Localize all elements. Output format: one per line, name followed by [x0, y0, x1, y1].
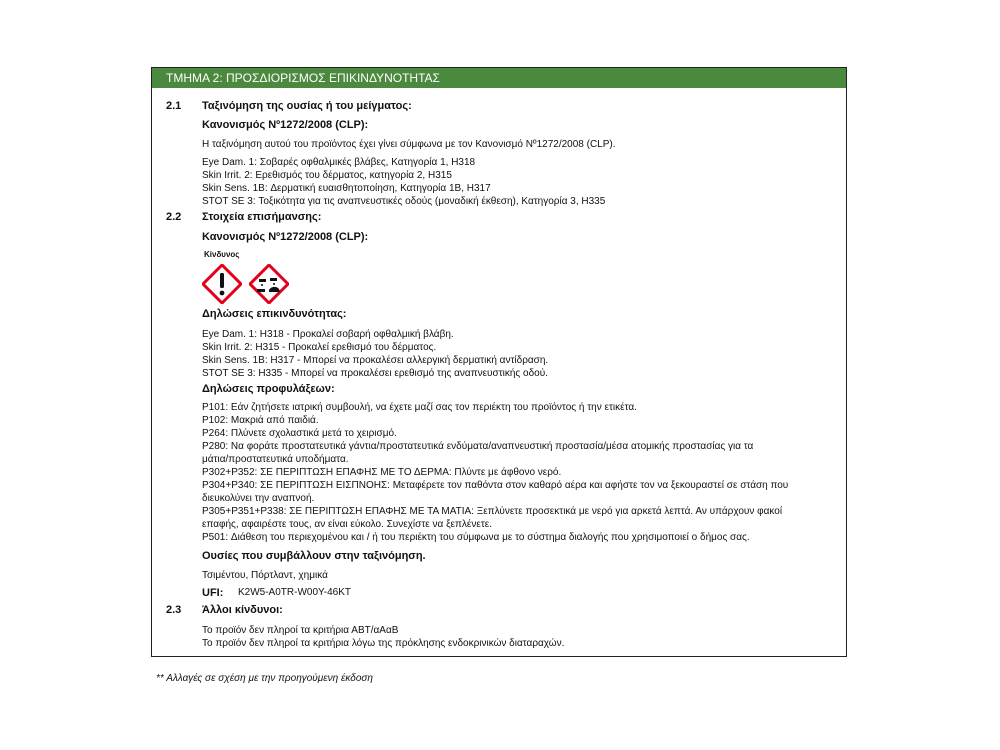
precaution-line: P302+P352: ΣΕ ΠΕΡΙΠΤΩΣΗ ΕΠΑΦΗΣ ΜΕ ΤΟ ΔΕΡΜΑ: Πλύντε με άφθονο νερό. [202, 467, 562, 478]
precaution-line: P101: Εάν ζητήσετε ιατρική συμβουλή, να έχετε μαζί σας τον περιέκτη του προϊόντος ή την ετικέτα. [202, 402, 637, 413]
precautionary-statements-heading: Δηλώσεις προφυλάξεων: [202, 383, 335, 395]
precaution-line: P501: Διάθεση του περιεχομένου και / ή του περιέκτη του σύμφωνα με το σύστημα διαλογής που χρησιμοποιεί ο δήμος σας. [202, 532, 750, 543]
precaution-line: P102: Μακριά από παιδιά. [202, 415, 319, 426]
section-2-3-number: 2.3 [166, 604, 182, 616]
section-2-1-heading: Ταξινόμηση της ουσίας ή του μείγματος: [202, 100, 412, 112]
precaution-line: διευκολύνει την αναπνοή. [202, 493, 315, 504]
precaution-line: μάτια/προστατευτικά υποδήματα. [202, 454, 349, 465]
ufi-value: K2W5-A0TR-W00Y-46KT [238, 587, 351, 598]
substances-heading: Ουσίες που συμβάλλουν στην ταξινόμηση. [202, 550, 426, 562]
classification-intro: Η ταξινόμηση αυτού του προϊόντος έχει γίνει σύμφωνα με τον Κανονισμό Nº1272/2008 (CLP). [202, 139, 616, 150]
precaution-line: P304+P340: ΣΕ ΠΕΡΙΠΤΩΣΗ ΕΙΣΠΝΟΗΣ: Μεταφέρετε τον παθόντα στον καθαρό αέρα και αφήστε τον να ξεκουραστεί σε στάση που [202, 480, 789, 491]
classification-item: Eye Dam. 1: Σοβαρές οφθαλμικές βλάβες, Κατηγορία 1, H318 [202, 157, 476, 168]
hazard-statements-heading: Δηλώσεις επικινδυνότητας: [202, 308, 347, 320]
precaution-line: P305+P351+P338: ΣΕ ΠΕΡΙΠΤΩΣΗ ΕΠΑΦΗΣ ΜΕ ΤΑ ΜΑΤΙΑ: Ξεπλύνετε προσεκτικά με νερό για αρκετά λεπτά. Αν υπάρχουν φακοί [202, 506, 783, 517]
section-2-2-number: 2.2 [166, 211, 182, 223]
other-hazards-line: Το προϊόν δεν πληροί τα κριτήρια λόγω της πρόκλησης ενδοκρινικών διαταραχών. [202, 638, 565, 649]
ufi-label: UFI: [202, 587, 224, 599]
hazard-statement: Eye Dam. 1: H318 - Προκαλεί σοβαρή οφθαλμική βλάβη. [202, 329, 454, 340]
section-title: ΤΜΗΜΑ 2: ΠΡΟΣΔΙΟΡΙΣΜΟΣ ΕΠΙΚΙΝΔΥΝΟΤΗΤΑΣ [152, 68, 846, 88]
precaution-line: P280: Να φοράτε προστατευτικά γάντια/προστατευτικά ενδύματα/αναπνευστική προστασία/μέσα ατομικής προστασίας για τα [202, 441, 754, 452]
hazard-statement: STOT SE 3: H335 - Μπορεί να προκαλέσει ερεθισμό της αναπνευστικής οδού. [202, 368, 548, 379]
substances-text: Τσιμέντου, Πόρτλαντ, χημικά [202, 570, 328, 581]
precaution-line: επαφής, αφαιρέστε τους, αν είναι εύκολο. Συνεχίστε να ξεπλένετε. [202, 519, 493, 530]
regulation-label: Κανονισμός Nº1272/2008 (CLP): [202, 231, 369, 243]
hazard-statement: Skin Sens. 1B: H317 - Μπορεί να προκαλέσει αλλεργική δερματική αντίδραση. [202, 355, 549, 366]
signal-word: Κίνδυνος [204, 250, 240, 259]
hazard-statement: Skin Irrit. 2: H315 - Προκαλεί ερεθισμό του δέρματος. [202, 342, 437, 353]
footnote: ** Αλλαγές σε σχέση με την προηγούμενη έκδοση [156, 673, 373, 684]
exclamation-mark-pictogram [202, 264, 242, 304]
precaution-line: P264: Πλύνετε σχολαστικά μετά το χειρισμό. [202, 428, 397, 439]
classification-item: Skin Irrit. 2: Ερεθισμός του δέρματος, κατηγορία 2, H315 [202, 170, 452, 181]
section-2-1-number: 2.1 [166, 100, 182, 112]
section-2-3-heading: Άλλοι κίνδυνοι: [202, 604, 283, 616]
other-hazards-line: Το προϊόν δεν πληροί τα κριτήρια ΑΒΤ/αΑαΒ [202, 625, 399, 636]
section-2-2-heading: Στοιχεία επισήμανσης: [202, 211, 322, 223]
classification-item: STOT SE 3: Τοξικότητα για τις αναπνευστικές οδούς (μοναδική έκθεση), Κατηγορία 3, H335 [202, 196, 606, 207]
classification-item: Skin Sens. 1B: Δερματική ευαισθητοποίηση, Κατηγορία 1B, H317 [202, 183, 491, 194]
corrosion-pictogram [249, 264, 289, 304]
hazard-section [151, 67, 847, 657]
regulation-label: Κανονισμός Nº1272/2008 (CLP): [202, 119, 369, 131]
